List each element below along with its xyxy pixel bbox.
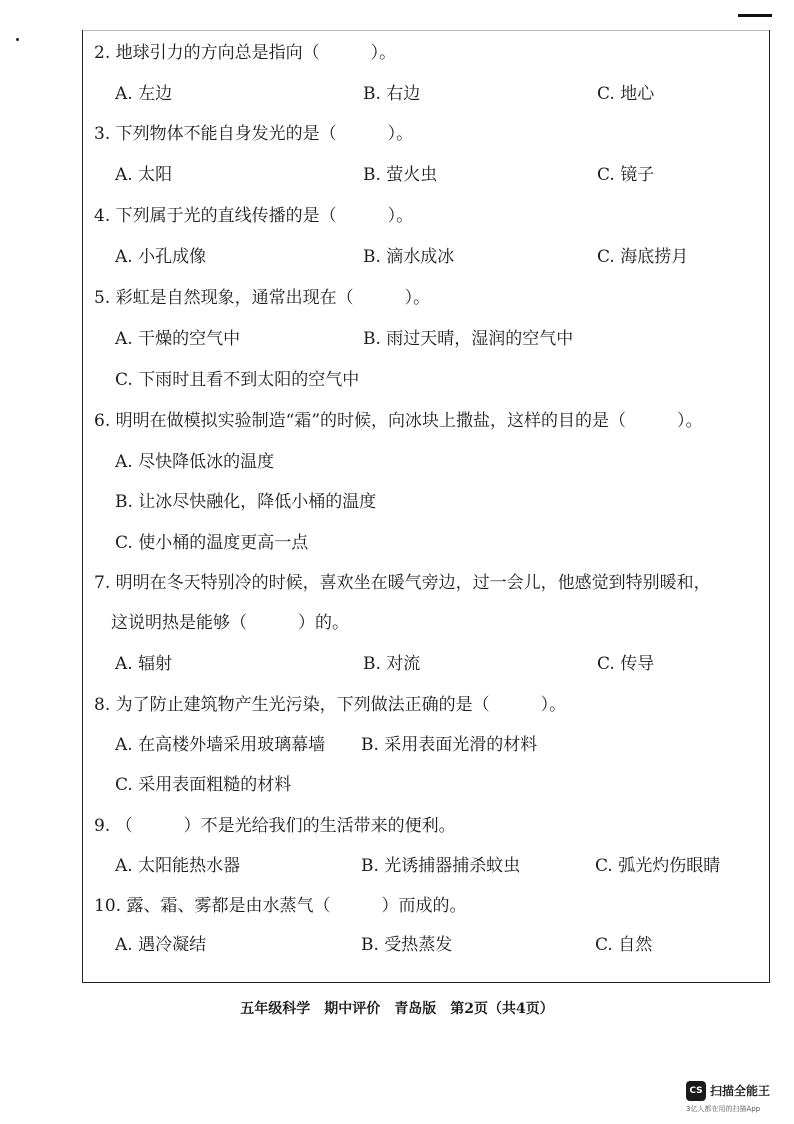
question-3-option-c: C. 镜子 <box>597 165 655 185</box>
question-4-option-b: B. 滴水成冰 <box>363 247 455 267</box>
question-8-option-c: C. 采用表面粗糙的材料 <box>115 775 292 795</box>
question-4-option-c: C. 海底捞月 <box>597 247 689 267</box>
question-10-option-a: A. 遇冷凝结 <box>115 935 207 955</box>
question-8-stem: 8. 为了防止建筑物产生光污染，下列做法正确的是（ ）。 <box>94 695 567 715</box>
question-3-option-b: B. 萤火虫 <box>363 165 438 185</box>
question-3-option-a: A. 太阳 <box>115 165 173 185</box>
question-10-option-b: B. 受热蒸发 <box>361 935 453 955</box>
question-2-option-c: C. 地心 <box>597 84 655 104</box>
question-7-option-a: A. 辐射 <box>115 654 173 674</box>
question-4-stem: 4. 下列属于光的直线传播的是（ ）。 <box>94 206 414 226</box>
question-9-option-b: B. 光诱捕器捕杀蚊虫 <box>361 856 521 876</box>
scanner-app-name: 扫描全能王 <box>710 1084 771 1098</box>
question-8-option-a: A. 在高楼外墙采用玻璃幕墙 <box>115 735 326 755</box>
question-8-option-b: B. 采用表面光滑的材料 <box>361 735 538 755</box>
question-10-option-c: C. 自然 <box>595 935 653 955</box>
scanner-logo-icon: CS <box>686 1081 706 1101</box>
question-7-stem-continued: 这说明热是能够（ ）的。 <box>111 613 349 633</box>
question-6-option-a: A. 尽快降低冰的温度 <box>115 452 275 472</box>
question-10-stem: 10. 露、霜、雾都是由水蒸气（ ）而成的。 <box>94 896 467 916</box>
page-footer: 五年级科学 期中评价 青岛版 第2页（共4页） <box>240 1001 554 1017</box>
question-7-stem: 7. 明明在冬天特别冷的时候，喜欢坐在暖气旁边，过一会儿，他感觉到特别暖和， <box>94 573 711 593</box>
question-2-option-a: A. 左边 <box>115 84 173 104</box>
question-7-option-b: B. 对流 <box>363 654 421 674</box>
scanner-watermark <box>686 1081 786 1115</box>
question-4-option-a: A. 小孔成像 <box>115 247 207 267</box>
question-2-option-b: B. 右边 <box>363 84 421 104</box>
corner-mark <box>738 14 772 17</box>
question-6-option-b: B. 让冰尽快融化，降低小桶的温度 <box>115 492 377 512</box>
scanner-tagline: 3亿人都在用的扫描App <box>686 1105 761 1113</box>
scan-dot <box>16 38 19 41</box>
question-9-stem: 9. （ ）不是光给我们的生活带来的便利。 <box>94 816 456 836</box>
question-7-option-c: C. 传导 <box>597 654 655 674</box>
question-9-option-c: C. 弧光灼伤眼睛 <box>595 856 721 876</box>
question-5-option-a: A. 干燥的空气中 <box>115 329 241 349</box>
question-6-stem: 6. 明明在做模拟实验制造“霜”的时候，向冰块上撒盐，这样的目的是（ ）。 <box>94 411 703 431</box>
question-9-option-a: A. 太阳能热水器 <box>115 856 241 876</box>
question-5-option-c: C. 下雨时且看不到太阳的空气中 <box>115 370 360 390</box>
question-5-stem: 5. 彩虹是自然现象，通常出现在（ ）。 <box>94 288 431 308</box>
question-2-stem: 2. 地球引力的方向总是指向（ ）。 <box>94 43 397 63</box>
question-5-option-b: B. 雨过天晴，湿润的空气中 <box>363 329 574 349</box>
question-6-option-c: C. 使小桶的温度更高一点 <box>115 533 309 553</box>
question-3-stem: 3. 下列物体不能自身发光的是（ ）。 <box>94 124 414 144</box>
